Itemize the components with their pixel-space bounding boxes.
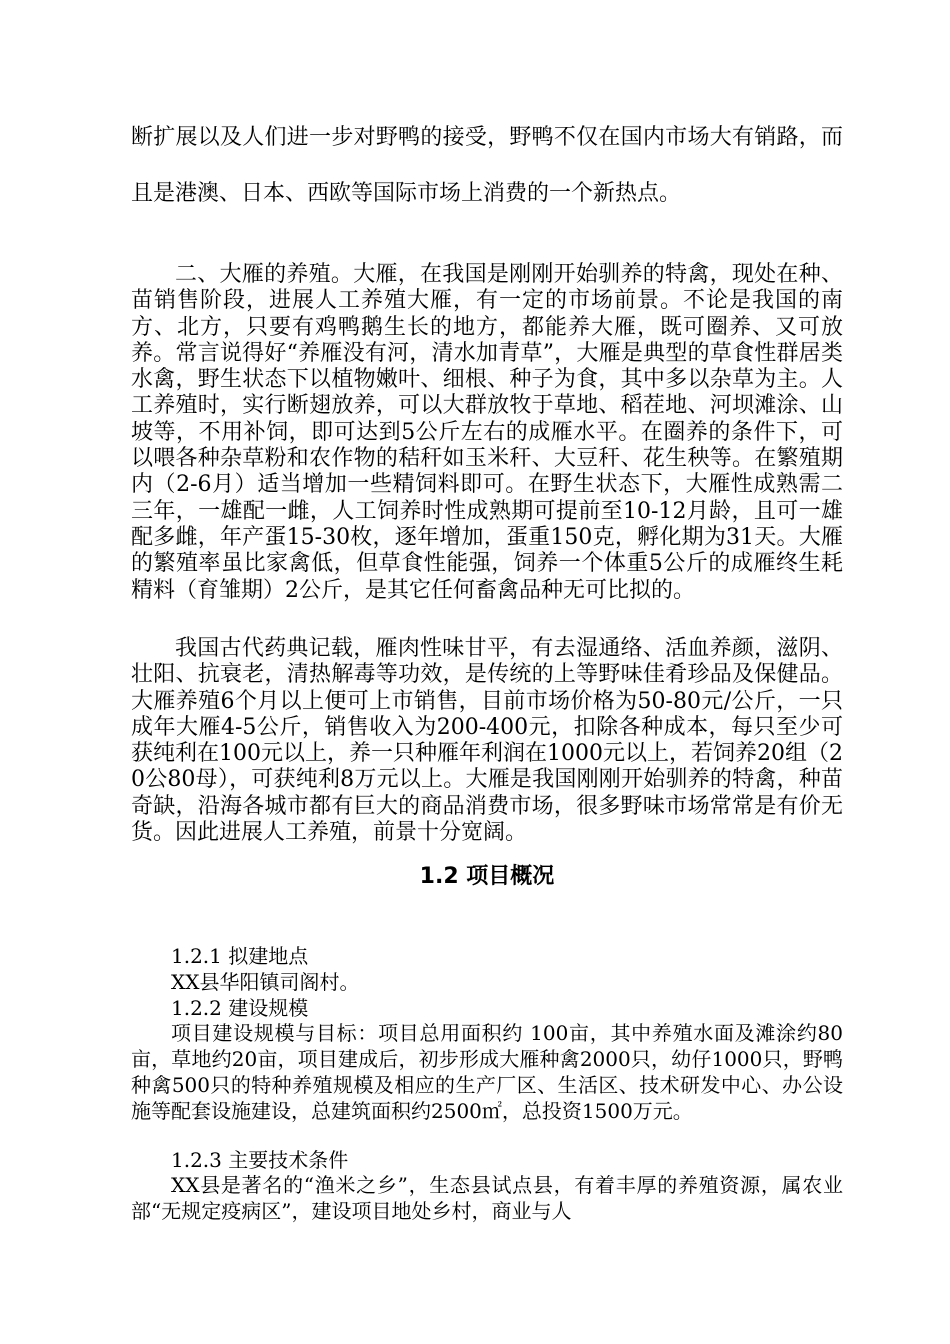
section-heading: 1.2 项目概况 [419, 864, 555, 889]
paragraph-goose-value: 我国古代药典记载，雁肉性味甘平，有去湿通络、活血养颜，滋阴、壮阳、抗衰老，清热解毒等功效，是传统的上等野味佳肴珍品及保健品。大雁养殖6个月以上便可上市销售，目前市场价格为50-80元/公斤，一只成年大雁4-5公斤，销售收入为200-400元，扣除各种成本，每只至少可获纯利在100元以上，养一只种雁年利润在1000元以上，若饲养20组（20公80母），可获纯利8万元以上。大雁是我国刚刚开始驯养的特禽，种苗奇缺，沿海各城市都有巨大的商品消费市场，很多野味市场常常是有价无货。因此进展人工养殖，前景十分宽阔。 [131, 636, 843, 846]
subsection-title-technical: 1.2.3 主要技术条件 [171, 1148, 349, 1172]
scale-text: 项目建设规模与目标：项目总用面积约 100亩，其中养殖水面及滩涂约80亩，草地约20亩，项目建成后，初步形成大雁种禽2000只，幼仔1000只，野鸭种禽500只的特种养殖规模及相应的生产厂区、生活区、技术研发中心、办公设施等配套设施建设，总建筑面积约2500㎡，总投资1500万元。 [131, 1021, 843, 1123]
paragraph-wild-duck-market: 断扩展以及人们进一步对野鸭的接受，野鸭不仅在国内市场大有销路，而且是港澳、日本、西欧等国际市场上消费的一个新热点。 [131, 125, 843, 206]
technical-text: XX县是著名的“渔米之乡”，生态县试点县，有着丰厚的养殖资源，属农业部“无规定疫病区”，建设项目地处乡村，商业与人 [131, 1173, 843, 1223]
subsection-title-scale: 1.2.2 建设规模 [171, 996, 309, 1020]
location-text: XX县华阳镇司阁村。 [171, 970, 360, 994]
subsection-title-location: 1.2.1 拟建地点 [171, 944, 309, 968]
paragraph-wild-goose-breeding: 二、大雁的养殖。大雁，在我国是刚刚开始驯养的特禽，现处在种、苗销售阶段，进展人工养殖大雁，有一定的市场前景。不论是我国的南方、北方，只要有鸡鸭鹅生长的地方，都能养大雁，既可圈养、又可放养。常言说得好“养雁没有河，清水加青草”，大雁是典型的草食性群居类水禽，野生状态下以植物嫩叶、细根、种子为食，其中多以杂草为主。人工养殖时，实行断翅放养，可以大群放牧于草地、稻茬地、河坝滩涂、山坡等，不用补饲，即可达到5公斤左右的成雁水平。在圈养的条件下，可以喂各种杂草粉和农作物的秸秆如玉米秆、大豆秆、花生秧等。在繁殖期内（2-6月）适当增加一些精饲料即可。在野生状态下，大雁性成熟需二三年，一雄配一雌，人工饲养时性成熟期可提前至10-12月龄，且可一雄配多雌，年产蛋15-30枚，逐年增加，蛋重150克，孵化期为31天。大雁的繁殖率虽比家禽低，但草食性能强，饲养一个体重5公斤的成雁终生耗精料（育雏期）2公斤，是其它任何畜禽品种无可比拟的。 [131, 262, 843, 603]
